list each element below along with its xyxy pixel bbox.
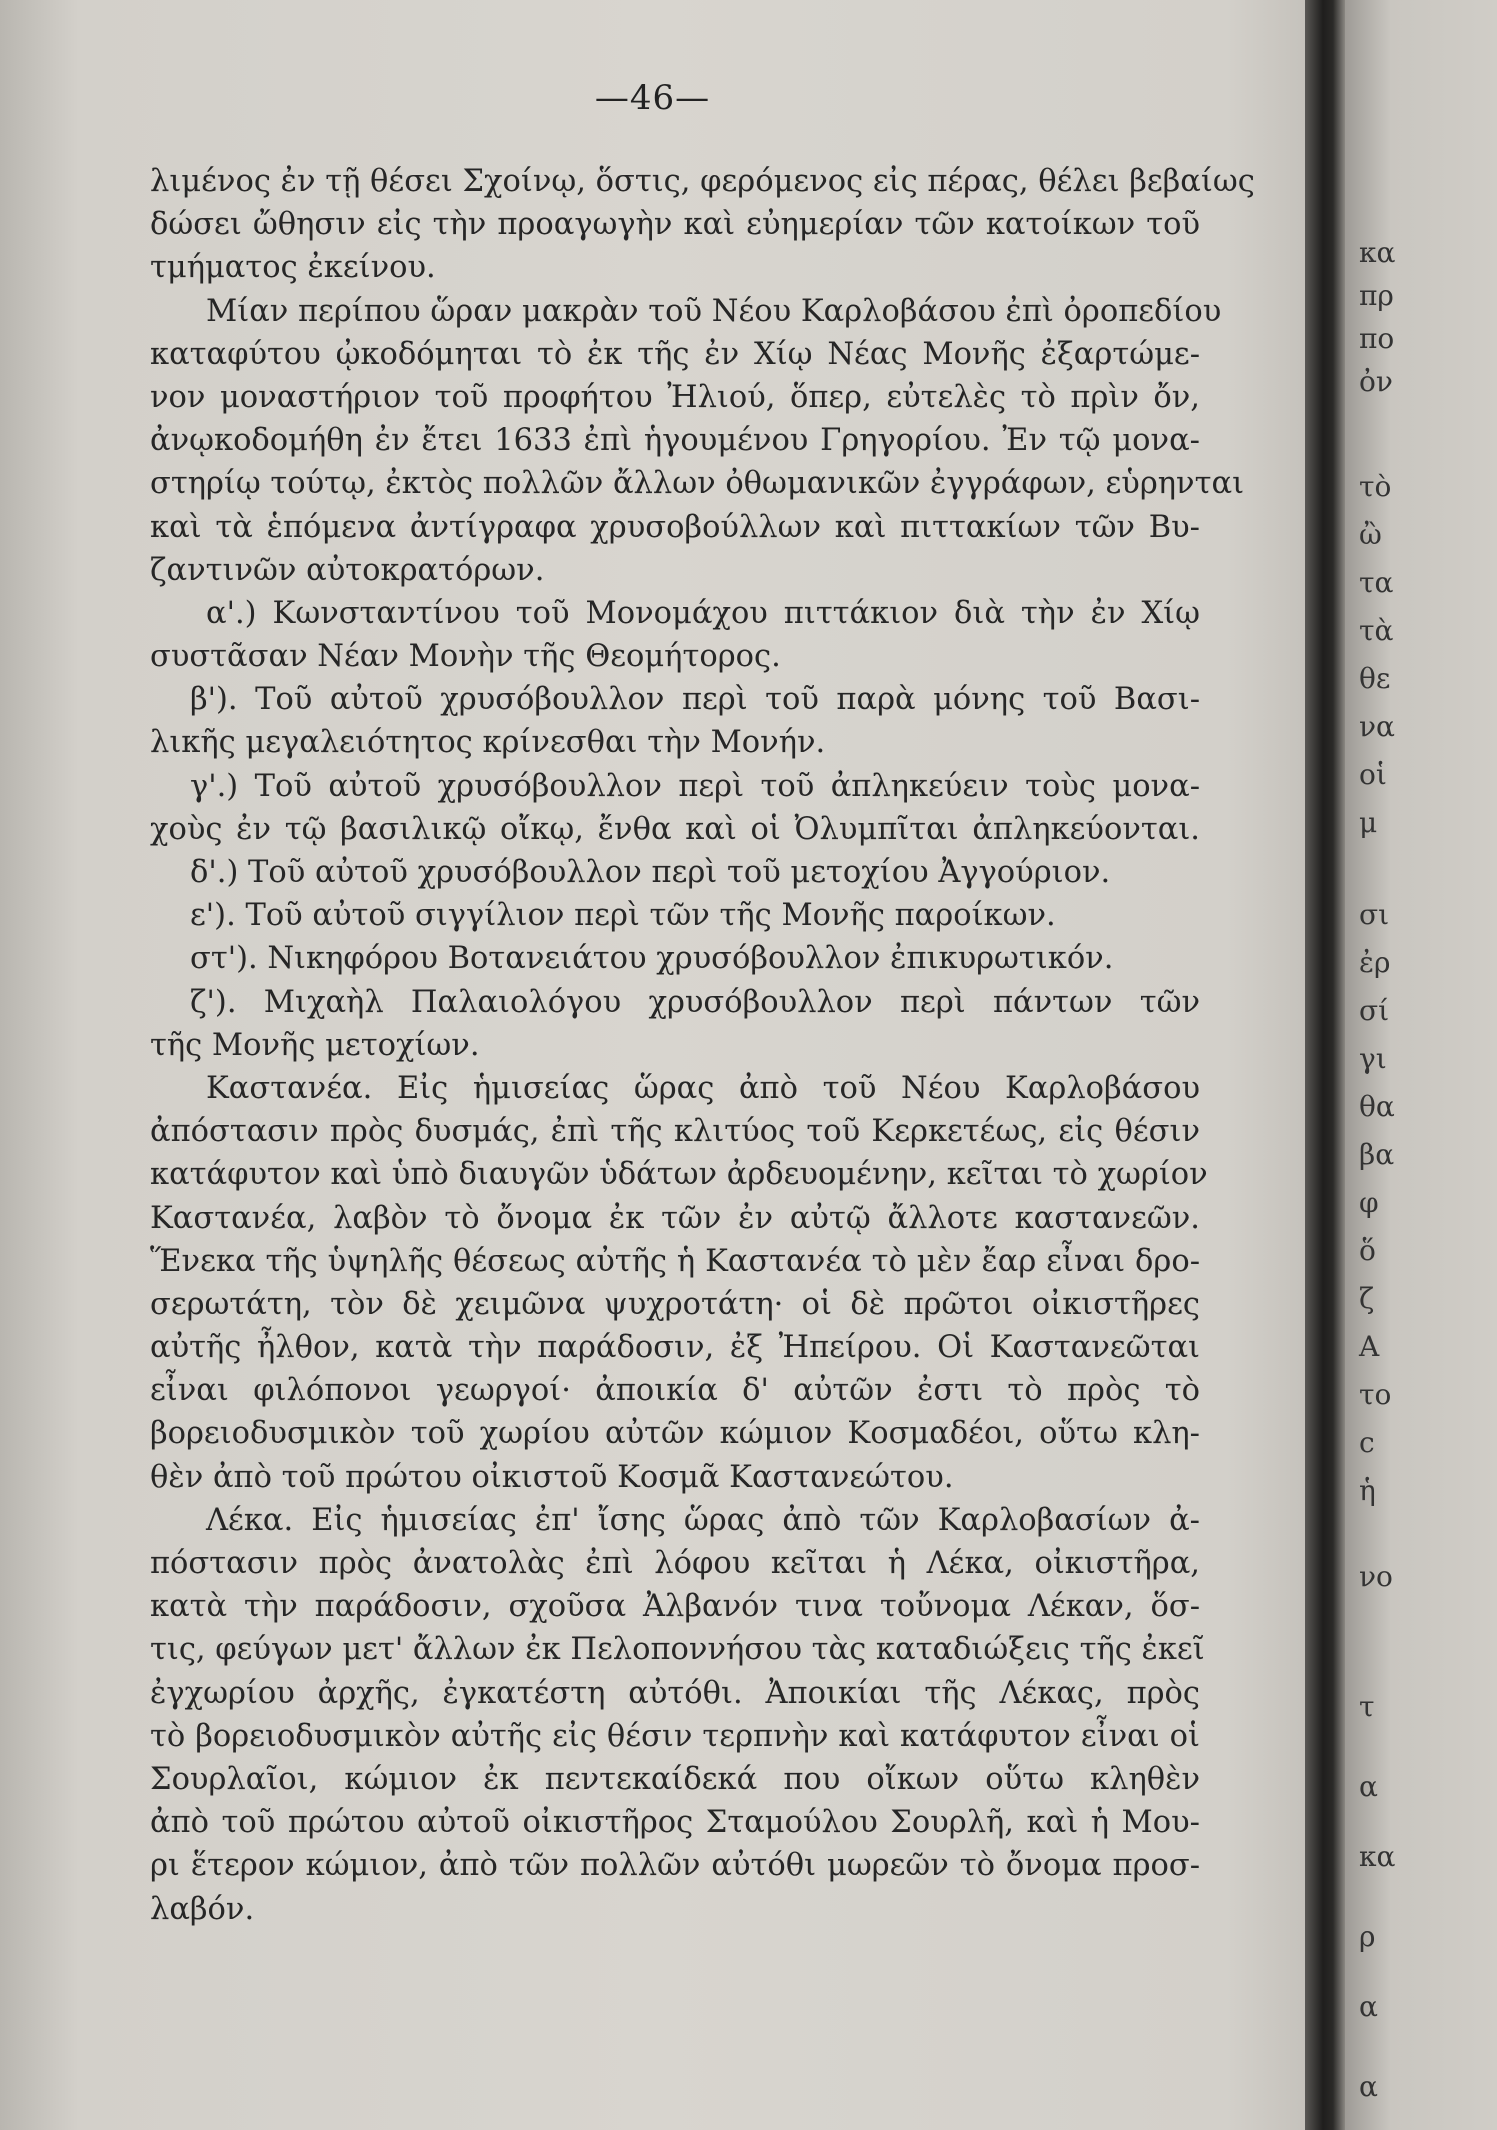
text-line: ζαντινῶν αὐτοκρατόρων. xyxy=(150,552,545,588)
text-line: β'). Τοῦ αὐτοῦ χρυσόβουλλον περὶ τοῦ παρὰ μόνης τοῦ Βασι- xyxy=(190,682,1200,718)
text-line: αὐτῆς ἦλθον, κατὰ τὴν παράδοσιν, ἐξ Ἠπείρου. Οἱ Καστανεῶται xyxy=(150,1330,1200,1366)
fragment-text: νο xyxy=(1359,1560,1393,1593)
text-line: ἐγχωρίου ἀρχῆς, ἐγκατέστη αὐτόθι. Ἀποικίαι τῆς Λέκας, πρὸς xyxy=(150,1675,1200,1711)
text-line: χοὺς ἐν τῷ βασιλικῷ οἴκῳ, ἔνθα καὶ οἱ Ὀλυμπῖται ἀπληκεύονται. xyxy=(150,811,1200,847)
fragment-text: τ xyxy=(1359,1690,1375,1723)
text-line: συστᾶσαν Νέαν Μονὴν τῆς Θεομήτορος. xyxy=(150,639,781,675)
text-line: τμήματος ἐκείνου. xyxy=(150,250,436,286)
text-line: δώσει ὤθησιν εἰς τὴν προαγωγὴν καὶ εὐημερίαν τῶν κατοίκων τοῦ xyxy=(150,207,1200,243)
text-line: ζ'). Μιχαὴλ Παλαιολόγου χρυσόβουλλον περὶ πάντων τῶν xyxy=(190,984,1200,1020)
text-line: καταφύτου ᾠκοδόμηται τὸ ἐκ τῆς ἐν Χίῳ Νέας Μονῆς ἐξαρτώμε- xyxy=(150,336,1200,372)
text-line: Καστανέα. Εἰς ἡμισείας ὥρας ἀπὸ τοῦ Νέου Καρλοβάσου xyxy=(206,1070,1200,1106)
fragment-text: Α xyxy=(1359,1330,1380,1363)
text-line: λαβόν. xyxy=(150,1891,255,1927)
fragment-text: σί xyxy=(1359,994,1390,1027)
text-line: βορειοδυσμικὸν τοῦ χωρίου αὐτῶν κώμιον Κοσμαδέοι, οὕτω κλη- xyxy=(150,1416,1200,1452)
text-line: τῆς Μονῆς μετοχίων. xyxy=(150,1027,480,1063)
text-line: κατάφυτον καὶ ὑπὸ διαυγῶν ὑδάτων ἀρδευομένην, κεῖται τὸ χωρίον xyxy=(150,1157,1208,1193)
text-line: γ'.) Τοῦ αὐτοῦ χρυσόβουλλον περὶ τοῦ ἀπληκεύειν τοὺς μονα- xyxy=(190,768,1200,804)
fragment-text: οἱ xyxy=(1359,758,1387,791)
fragment-text: c xyxy=(1359,1426,1375,1459)
fragment-text: ζ xyxy=(1359,1282,1375,1315)
text-line: Λέκα. Εἰς ἡμισείας ἐπ' ἴσης ὥρας ἀπὸ τῶν Καρλοβασίων ἀ- xyxy=(206,1502,1200,1538)
fragment-text: α xyxy=(1359,1770,1378,1803)
fragment-text: κα xyxy=(1359,1840,1396,1873)
fragment-text: ὢ xyxy=(1359,518,1382,551)
fragment-text: κα xyxy=(1359,236,1396,269)
fragment-text: ἐρ xyxy=(1359,946,1391,979)
text-line: ἀπὸ τοῦ πρώτου αὐτοῦ οἰκιστῆρος Σταμούλου Σουρλῆ, καὶ ἡ Μου- xyxy=(150,1805,1200,1841)
page-number: —46— xyxy=(594,78,711,118)
text-line: θὲν ἀπὸ τοῦ πρώτου οἰκιστοῦ Κοσμᾶ Καστανεώτου. xyxy=(150,1459,954,1495)
adjacent-page-fragment xyxy=(1345,0,1497,2130)
text-line: τὸ βορειοδυσμικὸν αὐτῆς εἰς θέσιν τερπνὴν καὶ κατάφυτον εἶναι οἱ xyxy=(150,1718,1200,1754)
text-line: ε'). Τοῦ αὐτοῦ σιγγίλιον περὶ τῶν τῆς Μονῆς παροίκων. xyxy=(190,898,1056,934)
fragment-text: βα xyxy=(1359,1138,1395,1171)
text-line: Ἕνεκα τῆς ὑψηλῆς θέσεως αὐτῆς ἡ Καστανέα τὸ μὲν ἔαρ εἶναι δρο- xyxy=(150,1243,1200,1279)
fragment-text: ρ xyxy=(1359,1920,1376,1953)
fragment-text: ἡ xyxy=(1359,1474,1376,1507)
fragment-text: πο xyxy=(1359,322,1395,355)
fragment-text: α xyxy=(1359,1990,1378,2023)
fragment-text: θα xyxy=(1359,1090,1395,1123)
fragment-text: τὰ xyxy=(1359,614,1394,647)
text-line: εἶναι φιλόπονοι γεωργοί· ἀποικία δ' αὐτῶν ἐστι τὸ πρὸς τὸ xyxy=(150,1373,1200,1409)
page-body-text xyxy=(150,160,1255,1931)
text-line: τις, φεύγων μετ' ἄλλων ἐκ Πελοποννήσου τὰς καταδιώξεις τῆς ἐκεῖ xyxy=(150,1632,1205,1668)
text-line: Σουρλαῖοι, κώμιον ἐκ πεντεκαίδεκά που οἴκων οὕτω κληθὲν xyxy=(150,1761,1200,1797)
text-line: στηρίῳ τούτῳ, ἐκτὸς πολλῶν ἄλλων ὀθωμανικῶν ἐγγράφων, εὑρηνται xyxy=(150,466,1245,502)
fragment-text: φ xyxy=(1359,1186,1379,1219)
text-line: ρι ἕτερον κώμιον, ἀπὸ τῶν πολλῶν αὐτόθι μωρεῶν τὸ ὄνομα προσ- xyxy=(150,1848,1200,1884)
fragment-text: α xyxy=(1359,2070,1378,2103)
text-line: λικῆς μεγαλειότητος κρίνεσθαι τὴν Μονήν. xyxy=(150,725,826,761)
text-line: δ'.) Τοῦ αὐτοῦ χρυσόβουλλον περὶ τοῦ μετοχίου Ἀγγούριον. xyxy=(190,855,1111,890)
fragment-text: πρ xyxy=(1359,279,1394,312)
fragment-text: θε xyxy=(1359,662,1391,695)
text-line: λιμένος ἐν τῇ θέσει Σχοίνῳ, ὅστις, φερόμενος εἰς πέρας, θέλει βεβαίως xyxy=(150,164,1255,199)
fragment-text: μ xyxy=(1359,806,1378,839)
text-line: πόστασιν πρὸς ἀνατολὰς ἐπὶ λόφου κεῖται ἡ Λέκα, οἰκιστῆρα, xyxy=(150,1546,1200,1581)
fragment-text: τα xyxy=(1359,566,1394,599)
text-line: νον μοναστήριον τοῦ προφήτου Ἠλιού, ὅπερ, εὐτελὲς τὸ πρὶν ὄν, xyxy=(150,379,1200,415)
text-line: α'.) Κωνσταντίνου τοῦ Μονομάχου πιττάκιον διὰ τὴν ἐν Χίῳ xyxy=(206,595,1200,631)
book-gutter-shadow xyxy=(1305,0,1345,2130)
fragment-text: να xyxy=(1359,710,1395,743)
fragment-text: τὸ xyxy=(1359,470,1392,503)
text-line: καὶ τὰ ἑπόμενα ἀντίγραφα χρυσοβούλλων καὶ πιττακίων τῶν Βυ- xyxy=(150,509,1200,545)
fragment-text: ὅ xyxy=(1359,1234,1376,1267)
text-line: σερωτάτη, τὸν δὲ χειμῶνα ψυχροτάτη· οἱ δὲ πρῶτοι οἰκιστῆρες xyxy=(150,1286,1200,1322)
fragment-text: το xyxy=(1359,1378,1392,1411)
text-line: στ'). Νικηφόρου Βοτανειάτου χρυσόβουλλον ἐπικυρωτικόν. xyxy=(190,941,1114,977)
text-line: Καστανέα, λαβὸν τὸ ὄνομα ἐκ τῶν ἐν αὐτῷ ἄλλοτε καστανεῶν. xyxy=(150,1200,1200,1236)
fragment-text: σι xyxy=(1359,898,1390,931)
fragment-text: γι xyxy=(1359,1042,1387,1075)
text-line: ἀνῳκοδομήθη ἐν ἔτει 1633 ἐπὶ ἡγουμένου Γρηγορίου. Ἐν τῷ μονα- xyxy=(150,423,1200,459)
text-line: Μίαν περίπου ὥραν μακρὰν τοῦ Νέου Καρλοβάσου ἐπὶ ὀροπεδίου xyxy=(206,293,1222,329)
text-line: ἀπόστασιν πρὸς δυσμάς, ἐπὶ τῆς κλιτύος τοῦ Κερκετέως, εἰς θέσιν xyxy=(150,1114,1200,1150)
fragment-text: ὀν xyxy=(1359,365,1393,398)
text-line: κατὰ τὴν παράδοσιν, σχοῦσα Ἀλβανόν τινα τοὔνομα Λέκαν, ὅσ- xyxy=(150,1589,1200,1625)
